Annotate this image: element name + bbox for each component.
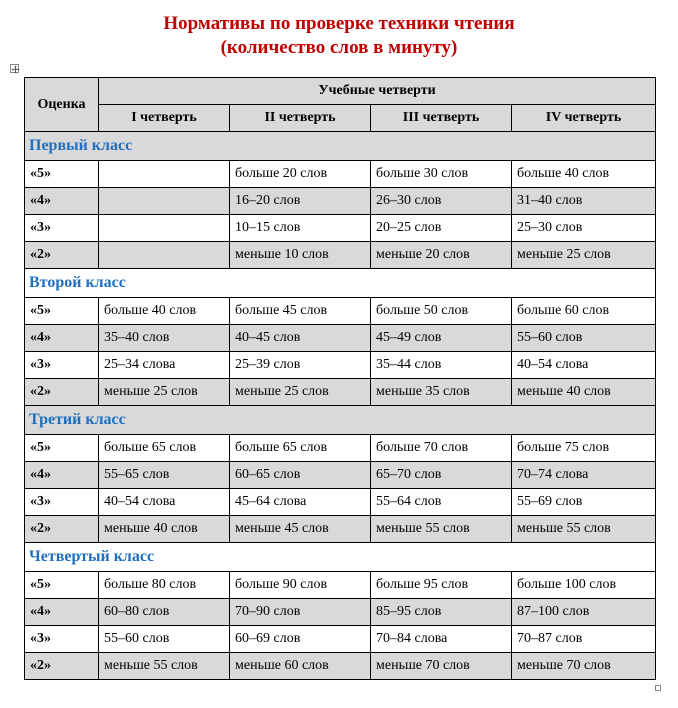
norm-cell: 26–30 слов — [371, 188, 512, 215]
grade-cell: «4» — [25, 325, 99, 352]
norm-cell: больше 50 слов — [371, 298, 512, 325]
norm-cell: меньше 60 слов — [230, 653, 371, 680]
table-row — [25, 653, 656, 680]
norm-cell — [99, 188, 230, 215]
norm-cell: 87–100 слов — [512, 599, 656, 626]
norm-cell: 85–95 слов — [371, 599, 512, 626]
norm-cell: 40–54 слова — [512, 352, 656, 379]
norm-cell: больше 95 слов — [371, 572, 512, 599]
section-title: Третий класс — [25, 406, 656, 435]
norm-cell: больше 40 слов — [512, 161, 656, 188]
table-row — [25, 161, 656, 188]
norm-cell: 70–87 слов — [512, 626, 656, 653]
grade-cell: «2» — [25, 242, 99, 269]
norm-cell: меньше 45 слов — [230, 516, 371, 543]
quarters-header: Учебные четверти — [99, 78, 656, 105]
norm-cell: больше 30 слов — [371, 161, 512, 188]
grade-cell: «2» — [25, 516, 99, 543]
norm-cell: меньше 55 слов — [99, 653, 230, 680]
table-row — [25, 325, 656, 352]
section-title: Первый класс — [25, 132, 656, 161]
norm-cell: 35–40 слов — [99, 325, 230, 352]
section-row — [25, 406, 656, 435]
norm-cell: 40–54 слова — [99, 489, 230, 516]
table-row — [25, 435, 656, 462]
norm-cell: 60–80 слов — [99, 599, 230, 626]
section-row — [25, 269, 656, 298]
norm-cell: 25–39 слов — [230, 352, 371, 379]
norm-cell: 70–90 слов — [230, 599, 371, 626]
table-row — [25, 298, 656, 325]
norm-cell: меньше 25 слов — [230, 379, 371, 406]
norm-cell: больше 45 слов — [230, 298, 371, 325]
norm-cell: меньше 70 слов — [512, 653, 656, 680]
norm-cell: меньше 20 слов — [371, 242, 512, 269]
grade-cell: «3» — [25, 352, 99, 379]
norm-cell: больше 20 слов — [230, 161, 371, 188]
section-row — [25, 543, 656, 572]
quarter-3-header: III четверть — [371, 105, 512, 132]
table-row — [25, 489, 656, 516]
norm-cell: меньше 35 слов — [371, 379, 512, 406]
table-row — [25, 462, 656, 489]
norm-cell: 20–25 слов — [371, 215, 512, 242]
norm-cell: 55–65 слов — [99, 462, 230, 489]
grade-cell: «3» — [25, 489, 99, 516]
norm-cell: больше 80 слов — [99, 572, 230, 599]
grade-cell: «4» — [25, 188, 99, 215]
norm-cell: больше 60 слов — [512, 298, 656, 325]
grade-cell: «5» — [25, 298, 99, 325]
table-row — [25, 626, 656, 653]
table-move-handle-icon[interactable] — [10, 64, 19, 73]
norm-cell: меньше 70 слов — [371, 653, 512, 680]
norm-cell: меньше 40 слов — [512, 379, 656, 406]
table-row — [25, 215, 656, 242]
table-row — [25, 352, 656, 379]
norm-cell: 45–64 слова — [230, 489, 371, 516]
norm-cell: 55–60 слов — [512, 325, 656, 352]
norm-cell: меньше 25 слов — [99, 379, 230, 406]
quarter-4-header: IV четверть — [512, 105, 656, 132]
page-title: Нормативы по проверке техники чтения — [163, 13, 515, 34]
table-row — [25, 572, 656, 599]
norm-cell: 16–20 слов — [230, 188, 371, 215]
table-row — [25, 379, 656, 406]
quarter-2-header: II четверть — [230, 105, 371, 132]
norm-cell: 25–34 слова — [99, 352, 230, 379]
grade-cell: «5» — [25, 572, 99, 599]
norm-cell: меньше 55 слов — [512, 516, 656, 543]
section-row — [25, 132, 656, 161]
table-row — [25, 516, 656, 543]
norm-cell: больше 65 слов — [99, 435, 230, 462]
norm-cell: 60–65 слов — [230, 462, 371, 489]
norm-cell: 55–69 слов — [512, 489, 656, 516]
grade-cell: «5» — [25, 435, 99, 462]
grade-cell: «2» — [25, 379, 99, 406]
norm-cell: больше 75 слов — [512, 435, 656, 462]
table-resize-handle[interactable] — [655, 685, 661, 691]
quarter-1-header: I четверть — [99, 105, 230, 132]
norm-cell: 31–40 слов — [512, 188, 656, 215]
norm-cell: 65–70 слов — [371, 462, 512, 489]
grade-cell: «5» — [25, 161, 99, 188]
grade-cell: «3» — [25, 626, 99, 653]
norm-cell: больше 100 слов — [512, 572, 656, 599]
grade-cell: «2» — [25, 653, 99, 680]
table-row — [25, 188, 656, 215]
grade-cell: «4» — [25, 599, 99, 626]
norm-cell: 55–64 слов — [371, 489, 512, 516]
norm-cell: меньше 25 слов — [512, 242, 656, 269]
norm-cell: 55–60 слов — [99, 626, 230, 653]
norm-cell: 10–15 слов — [230, 215, 371, 242]
norm-cell: 45–49 слов — [371, 325, 512, 352]
norm-cell: 70–74 слова — [512, 462, 656, 489]
norm-cell: 70–84 слова — [371, 626, 512, 653]
norm-cell: больше 65 слов — [230, 435, 371, 462]
section-title: Второй класс — [25, 269, 656, 298]
grade-cell: «3» — [25, 215, 99, 242]
norm-cell: меньше 10 слов — [230, 242, 371, 269]
norm-cell — [99, 161, 230, 188]
norm-cell: больше 40 слов — [99, 298, 230, 325]
norm-cell: 35–44 слов — [371, 352, 512, 379]
norm-cell: больше 70 слов — [371, 435, 512, 462]
norm-cell — [99, 215, 230, 242]
table-row — [25, 242, 656, 269]
norm-cell: 60–69 слов — [230, 626, 371, 653]
norm-cell: больше 90 слов — [230, 572, 371, 599]
norm-cell — [99, 242, 230, 269]
norm-cell: меньше 40 слов — [99, 516, 230, 543]
grade-column-header: Оценка — [25, 78, 99, 132]
table-row — [25, 599, 656, 626]
page-subtitle: (количество слов в минуту) — [220, 37, 458, 58]
grade-cell: «4» — [25, 462, 99, 489]
section-title: Четвертый класс — [25, 543, 656, 572]
reading-norms-table — [24, 77, 656, 680]
norm-cell: 40–45 слов — [230, 325, 371, 352]
norm-cell: 25–30 слов — [512, 215, 656, 242]
norm-cell: меньше 55 слов — [371, 516, 512, 543]
